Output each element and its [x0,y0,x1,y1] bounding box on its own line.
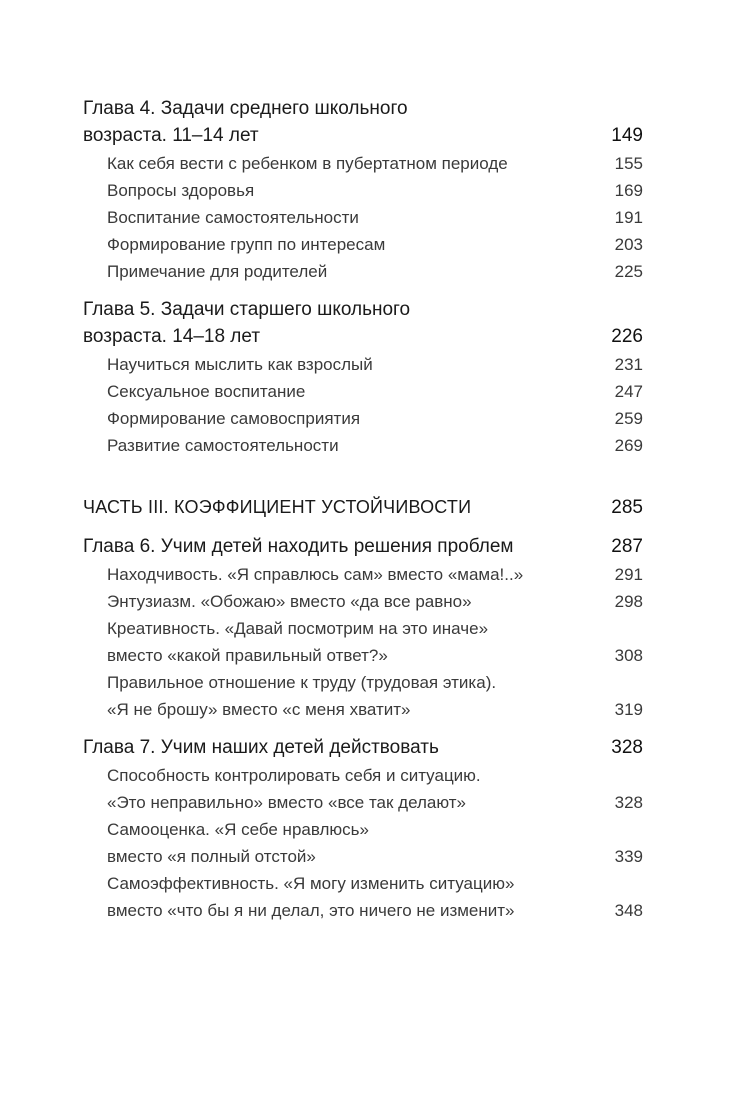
toc-entry-page: 269 [614,436,643,455]
toc-entry-page: 308 [614,646,643,665]
toc-entry-title: Сексуальное воспитание [107,382,306,401]
toc-entry [0,378,739,405]
toc-entry-page: 298 [614,592,643,611]
toc-entry-title: Вопросы здоровья [107,181,255,200]
toc-entry-title: Научиться мыслить как взрослый [107,355,373,374]
toc-entry-title: Примечание для родителей [107,262,328,281]
chapter-6-page-number: 287 [611,536,643,557]
toc-entry-line-1 [0,762,739,789]
toc-entry-page: 225 [614,262,643,281]
chapter-5-page-number: 226 [611,326,643,347]
toc-entry-page: 259 [614,409,643,428]
toc-entry-page: 339 [614,847,643,866]
toc-entry-title: Энтузиазм. «Обожаю» вместо «да все равно» [107,592,472,611]
toc-entry-line-1 [0,615,739,642]
toc-entry-page: 191 [614,208,643,227]
chapter-4-heading-line-1 [0,95,739,122]
chapter-7-page-number: 328 [611,737,643,758]
chapter-5-heading-line-2 [0,323,739,350]
chapter-6-title: Глава 6. Учим детей находить решения проблем [83,536,514,557]
chapter-4-heading-line-2 [0,122,739,149]
toc-entry-title-part-2: «Я не брошу» вместо «с меня хватит» [107,700,411,719]
toc-entry-page: 231 [614,355,643,374]
toc-entry-title: Развитие самостоятельности [107,436,339,455]
chapter-4-title-part-1: Глава 4. Задачи среднего школьного [83,98,408,119]
toc-entry-line-2 [0,789,739,816]
part-3-page-number: 285 [611,497,643,518]
toc-entry-title: Воспитание самостоятельности [107,208,359,227]
toc-entry [0,405,739,432]
toc-entry [0,231,739,258]
chapter-7-title: Глава 7. Учим наших детей действовать [83,737,439,758]
chapter-5-title-part-2: возраста. 14–18 лет [83,326,261,347]
toc-entry-title-part-1: Самооценка. «Я себе нравлюсь» [107,820,369,839]
toc-entry-title-part-1: Креативность. «Давай посмотрим на это иначе» [107,619,489,638]
toc-entry-line-2 [0,843,739,870]
toc-entry-title-part-2: вместо «я полный отстой» [107,847,316,866]
chapter-5-heading-line-1 [0,296,739,323]
toc-entry-line-1 [0,816,739,843]
toc-entry-title-part-2: «Это неправильно» вместо «все так делают» [107,793,466,812]
toc-entry [0,432,739,459]
toc-entry-page: 291 [614,565,643,584]
toc-entry-line-1 [0,870,739,897]
chapter-7-heading [0,734,739,761]
toc-entry-page: 169 [614,181,643,200]
chapter-5-title-part-1: Глава 5. Задачи старшего школьного [83,299,411,320]
part-3-title: ЧАСТЬ III. КОЭФФИЦИЕНТ УСТОЙЧИВОСТИ [83,497,472,517]
toc-entry-title: Как себя вести с ребенком в пубертатном периоде [107,154,508,173]
chapter-4-page-number: 149 [611,125,643,146]
chapter-6-heading [0,533,739,560]
toc-entry-page: 319 [614,700,643,719]
toc-entry [0,561,739,588]
toc-entry-line-2 [0,642,739,669]
toc-entry [0,258,739,285]
toc-entry [0,150,739,177]
toc-entry [0,204,739,231]
toc-entry-title-part-1: Правильное отношение к труду (трудовая этика). [107,673,497,692]
toc-entry-title-part-2: вместо «что бы я ни делал, это ничего не изменит» [107,901,515,920]
toc-entry-title: Формирование самовосприятия [107,409,361,428]
chapter-4-title-part-2: возраста. 11–14 лет [83,125,259,146]
toc-entry-title-part-2: вместо «какой правильный ответ?» [107,646,388,665]
toc-entry-title: Находчивость. «Я справлюсь сам» вместо «мама!..» [107,565,524,584]
toc-entry-title-part-1: Самоэффективность. «Я могу изменить ситуацию» [107,874,515,893]
toc-entry-page: 328 [614,793,643,812]
toc-entry-title: Формирование групп по интересам [107,235,386,254]
toc-entry [0,351,739,378]
part-3-heading [0,494,739,521]
toc-entry-page: 155 [614,154,643,173]
toc-entry-line-1 [0,669,739,696]
toc-entry-page: 203 [614,235,643,254]
toc-entry-line-2 [0,696,739,723]
toc-entry-page: 348 [614,901,643,920]
toc-entry-page: 247 [614,382,643,401]
toc-entry [0,177,739,204]
toc-entry-line-2 [0,897,739,924]
toc-entry-title-part-1: Способность контролировать себя и ситуацию. [107,766,481,785]
toc-entry [0,588,739,615]
